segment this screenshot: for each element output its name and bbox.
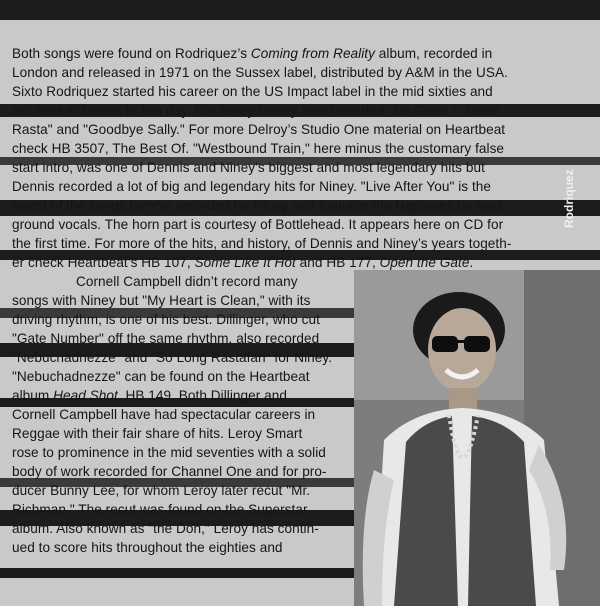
text-line: ground vocals. The horn part is courtesy of Bottlehead. It appears here on CD for [12,217,504,232]
text-line: songs with Niney but "My Heart is Clean," with its [12,293,311,308]
text-line: Sixto Rodriquez started his career on the US Impact label in the mid sixties and [12,84,493,99]
text-line: driving rhythm, is one of his best. Dillinger, who cut [12,312,320,327]
text-line: the first time. For more of the hits, and history, of Dennis and Niney’s years togeth- [12,236,512,251]
text-line: start intro, was one of Dennis and Niney’s biggest and most legendary hits but [12,160,485,175]
body-paragraph-1 [12,44,590,272]
text-line: rarest of the songs Dennis recorded for Niney and features the Heptones on back- [12,198,511,213]
text-line: "Gate Number" off the same rhythm, also recorded [12,331,320,346]
text-line: er check Heartbeat’s HB 107, Some Like It Hot and HB 177, Open the Gate. [12,255,474,270]
photo-caption [562,169,600,260]
text-line: ued to score hits throughout the eighties and [12,540,283,555]
text-line: Both songs were found on Rodriquez’s Coming from Reality album, recorded in [12,46,493,61]
album-title: Some Like It Hot [194,255,296,270]
text-line: Cornell Campbell didn’t record many [76,274,298,289]
text-line: Reggae with their fair share of hits. Leroy Smart [12,426,303,441]
text-line: "Nebuchadnezze" and "So Long Rastafari" for Niney. [12,350,333,365]
text-line: album Head Shot, HB 149. Both Dillinger and [12,388,287,403]
text-line: "Nebuchadnezze" can be found on the Heartbeat [12,369,310,384]
text-line: Dennis recorded a lot of big and legendary hits for Niney. "Live After You" is the [12,179,491,194]
text-line: album. Also known as "the Don," Leroy has contin- [12,521,319,536]
text-line: Rasta" and "Goodbye Sally." For more Delroy’s Studio One material on Heartbeat [12,122,506,137]
text-line: Cornell Campbell have had spectacular careers in [12,407,316,422]
album-title: Open the Gate [379,255,470,270]
text-line: ducer Bunny Lee, for whom Leroy later recut "Mr. [12,483,311,498]
text-line: still lives in Detroit to this day. For Niney Delroy also recorded "Do Good," "False [12,103,499,118]
artist-photo [354,270,600,606]
top-band [0,0,600,20]
album-title: Head Shot [53,388,118,403]
text-line: Richman." The recut was found on the Superstar [12,502,308,517]
text-line: London and released in 1971 on the Sussex label, distributed by A&M in the USA. [12,65,508,80]
text-line: body of work recorded for Channel One and for pro- [12,464,327,479]
text-line: check HB 3507, The Best Of. "Westbound Train," here minus the customary false [12,141,505,156]
body-paragraph-2 [12,272,352,557]
text-line: rose to prominence in the mid seventies with a solid [12,445,326,460]
photo-caption-text: Rodriquez [562,169,576,228]
album-title: Coming from Reality [250,46,375,61]
